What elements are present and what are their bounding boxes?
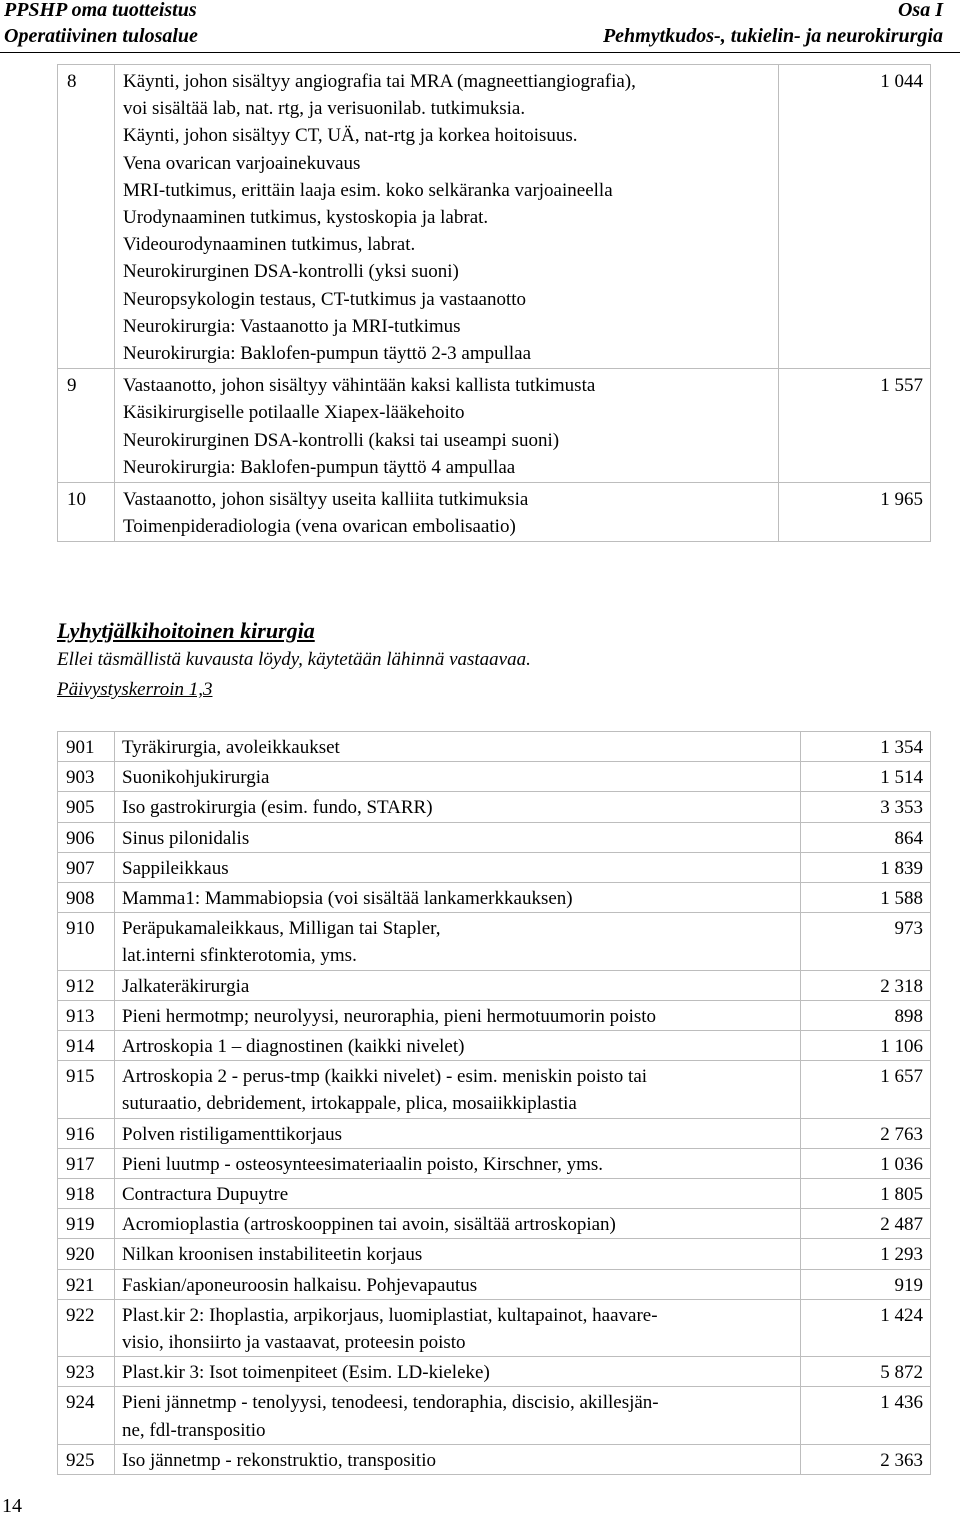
- table-row: [58, 1387, 931, 1444]
- table-row: [58, 883, 931, 913]
- description-line: Neurokirurgia: Baklofen-pumpun täyttö 4 ampullaa: [123, 456, 516, 478]
- row-code: 906: [58, 822, 115, 852]
- description-line: Käsikirurgiselle potilaalle Xiapex-lääkehoito: [123, 402, 465, 424]
- row-code: 10: [58, 483, 115, 542]
- header-right: [603, 0, 943, 49]
- row-code: 914: [58, 1031, 115, 1061]
- row-description: [115, 1209, 801, 1239]
- description-line: Plast.kir 3: Isot toimenpiteet (Esim. LD-kieleke): [122, 1362, 490, 1384]
- description-line: Pieni luutmp - osteosynteesimateriaalin poisto, Kirschner, yms.: [122, 1153, 604, 1175]
- row-code: 917: [58, 1148, 115, 1178]
- row-code: 913: [58, 1000, 115, 1030]
- row-description: [115, 732, 801, 762]
- row-code: 925: [58, 1444, 115, 1474]
- header-specialty: Pehmytkudos-, tukielin- ja neurokirurgia: [602, 25, 943, 47]
- row-description: [115, 1179, 801, 1209]
- row-code: 912: [58, 970, 115, 1000]
- page-number: 14: [2, 1495, 22, 1517]
- row-price: 1 293: [801, 1239, 931, 1269]
- row-price: 1 424: [801, 1299, 931, 1356]
- row-description: [115, 65, 779, 369]
- row-price: 1 588: [801, 883, 931, 913]
- row-price: 1 106: [801, 1031, 931, 1061]
- row-code: 907: [58, 852, 115, 882]
- table-row: [58, 1299, 931, 1356]
- description-line: Neurokirurgia: Baklofen-pumpun täyttö 2-3 ampullaa: [123, 343, 532, 365]
- header-part: Osa I: [897, 0, 943, 21]
- row-price: 1 354: [801, 732, 931, 762]
- row-price: 898: [801, 1000, 931, 1030]
- description-line: Nilkan kroonisen instabiliteetin korjaus: [122, 1244, 423, 1266]
- row-description: [115, 1239, 801, 1269]
- row-description: [115, 762, 801, 792]
- row-price: 1 436: [801, 1387, 931, 1444]
- description-line: Toimenpideradiologia (vena ovarican embolisaatio): [123, 516, 516, 538]
- description-line: Neuropsykologin testaus, CT-tutkimus ja vastaanotto: [123, 288, 527, 310]
- header-org: PPSHP oma tuotteistus: [4, 0, 197, 21]
- row-price: 1 044: [779, 65, 931, 369]
- header-unit: Operatiivinen tulosalue: [4, 25, 198, 47]
- description-line: visio, ihonsiirto ja vastaavat, proteesin poisto: [122, 1332, 466, 1354]
- row-code: 916: [58, 1118, 115, 1148]
- row-price: 2 363: [801, 1444, 931, 1474]
- table-row: [58, 970, 931, 1000]
- section-note: Ellei täsmällistä kuvausta löydy, käytetään lähinnä vastaavaa.: [57, 649, 531, 670]
- description-line: Neurokirurginen DSA-kontrolli (kaksi tai useampi suoni): [123, 429, 560, 451]
- description-line: Iso gastrokirurgia (esim. fundo, STARR): [122, 797, 433, 819]
- description-line: Faskian/aponeuroosin halkaisu. Pohjevapautus: [122, 1274, 478, 1296]
- row-code: 9: [58, 369, 115, 483]
- row-price: 919: [801, 1269, 931, 1299]
- table-row: [58, 822, 931, 852]
- description-line: Neurokirurginen DSA-kontrolli (yksi suoni): [123, 261, 459, 283]
- row-code: 8: [58, 65, 115, 369]
- row-price: 1 657: [801, 1061, 931, 1118]
- description-line: Urodynaaminen tutkimus, kystoskopia ja labrat.: [123, 207, 489, 229]
- row-code: 908: [58, 883, 115, 913]
- description-line: Pieni jännetmp - tenolyysi, tenodeesi, tendoraphia, discisio, akillesjän-: [122, 1392, 659, 1414]
- row-code: 910: [58, 913, 115, 970]
- table-row: [58, 1357, 931, 1387]
- description-line: Contractura Dupuytre: [122, 1184, 289, 1206]
- description-line: Vastaanotto, johon sisältyy useita kalliita tutkimuksia: [123, 489, 529, 511]
- description-line: Videourodynaaminen tutkimus, labrat.: [123, 234, 416, 256]
- table-row: [58, 483, 931, 542]
- row-code: 901: [58, 732, 115, 762]
- row-description: [115, 1118, 801, 1148]
- table-row: [58, 1118, 931, 1148]
- description-line: suturaatio, debridement, irtokappale, plica, mosaiikkiplastia: [122, 1093, 577, 1115]
- row-code: 922: [58, 1299, 115, 1356]
- table-row: [58, 913, 931, 970]
- row-price: 5 872: [801, 1357, 931, 1387]
- description-line: ne, fdl-transpositio: [122, 1419, 266, 1441]
- row-description: [115, 1148, 801, 1178]
- table-row: [58, 1444, 931, 1474]
- section-factor: Päivystyskerroin 1,3: [57, 679, 213, 700]
- row-price: 1 514: [801, 762, 931, 792]
- description-line: Jalkateräkirurgia: [122, 975, 250, 997]
- table-row: [58, 1269, 931, 1299]
- description-line: MRI-tutkimus, erittäin laaja esim. koko selkäranka varjoaineella: [123, 179, 613, 201]
- row-description: [115, 970, 801, 1000]
- row-code: 905: [58, 792, 115, 822]
- row-code: 918: [58, 1179, 115, 1209]
- table-row: [58, 1239, 931, 1269]
- row-description: [115, 852, 801, 882]
- table-row: [58, 1061, 931, 1118]
- row-code: 924: [58, 1387, 115, 1444]
- row-price: 1 036: [801, 1148, 931, 1178]
- row-description: [115, 1387, 801, 1444]
- description-line: Mamma1: Mammabiopsia (voi sisältää lankamerkkauksen): [122, 888, 573, 910]
- description-line: Artroskopia 2 - perus-tmp (kaikki nivelet) - esim. meniskin poisto tai: [122, 1066, 648, 1088]
- description-line: Plast.kir 2: Ihoplastia, arpikorjaus, luomiplastiat, kultapainot, haavare-: [122, 1304, 658, 1326]
- row-price: 3 353: [801, 792, 931, 822]
- row-price: 2 487: [801, 1209, 931, 1239]
- description-line: Pieni hermotmp; neurolyysi, neuroraphia, pieni hermotuumorin poisto: [122, 1005, 657, 1027]
- price-table-outpatient: [57, 64, 931, 542]
- row-price: 864: [801, 822, 931, 852]
- table-row: [58, 369, 931, 483]
- description-line: Neurokirurgia: Vastaanotto ja MRI-tutkimus: [123, 315, 461, 337]
- row-code: 915: [58, 1061, 115, 1118]
- header-divider: [0, 52, 960, 53]
- row-price: 973: [801, 913, 931, 970]
- row-price: 1 839: [801, 852, 931, 882]
- description-line: Käynti, johon sisältyy CT, UÄ, nat-rtg ja korkea hoitoisuus.: [123, 125, 578, 147]
- table-row: [58, 852, 931, 882]
- description-line: Iso jännetmp - rekonstruktio, transpositio: [122, 1449, 436, 1471]
- row-description: [115, 483, 779, 542]
- row-price: 1 557: [779, 369, 931, 483]
- row-description: [115, 1444, 801, 1474]
- description-line: Peräpukamaleikkaus, Milligan tai Stapler,: [122, 918, 441, 940]
- row-code: 920: [58, 1239, 115, 1269]
- description-line: Polven ristiligamenttikorjaus: [122, 1123, 343, 1145]
- row-description: [115, 1299, 801, 1356]
- row-description: [115, 883, 801, 913]
- description-line: Artroskopia 1 – diagnostinen (kaikki nivelet): [122, 1036, 465, 1058]
- header-left: [4, 0, 198, 49]
- table-row: [58, 1209, 931, 1239]
- row-description: [115, 913, 801, 970]
- table-row: [58, 65, 931, 369]
- description-line: Sinus pilonidalis: [122, 827, 250, 849]
- description-line: Käynti, johon sisältyy angiografia tai MRA (magneettiangiografia),: [123, 71, 636, 92]
- table-row: [58, 732, 931, 762]
- description-line: Tyräkirurgia, avoleikkaukset: [122, 737, 340, 758]
- row-code: 903: [58, 762, 115, 792]
- row-description: [115, 792, 801, 822]
- row-price: 1 805: [801, 1179, 931, 1209]
- row-code: 923: [58, 1357, 115, 1387]
- row-price: 2 763: [801, 1118, 931, 1148]
- row-description: [115, 1061, 801, 1118]
- table-row: [58, 1148, 931, 1178]
- table-row: [58, 1179, 931, 1209]
- description-line: lat.interni sfinkterotomia, yms.: [122, 945, 357, 967]
- row-description: [115, 822, 801, 852]
- row-description: [115, 1269, 801, 1299]
- row-description: [115, 1031, 801, 1061]
- table-row: [58, 762, 931, 792]
- row-code: 919: [58, 1209, 115, 1239]
- description-line: Acromioplastia (artroskooppinen tai avoin, sisältää artroskopian): [122, 1214, 616, 1236]
- table-row: [58, 792, 931, 822]
- table-row: [58, 1031, 931, 1061]
- row-price: 2 318: [801, 970, 931, 1000]
- table-row: [58, 1000, 931, 1030]
- description-line: Vena ovarican varjoainekuvaus: [123, 152, 361, 174]
- row-description: [115, 1357, 801, 1387]
- row-description: [115, 1000, 801, 1030]
- price-table-surgery: [57, 731, 931, 1475]
- description-line: Vastaanotto, johon sisältyy vähintään kaksi kallista tutkimusta: [123, 375, 596, 397]
- description-line: Suonikohjukirurgia: [122, 767, 270, 789]
- row-code: 921: [58, 1269, 115, 1299]
- section-title: Lyhytjälkihoitoinen kirurgia: [57, 618, 315, 643]
- description-line: voi sisältää lab, nat. rtg, ja verisuonilab. tutkimuksia.: [123, 98, 526, 120]
- description-line: Sappileikkaus: [122, 857, 229, 879]
- row-price: 1 965: [779, 483, 931, 542]
- row-description: [115, 369, 779, 483]
